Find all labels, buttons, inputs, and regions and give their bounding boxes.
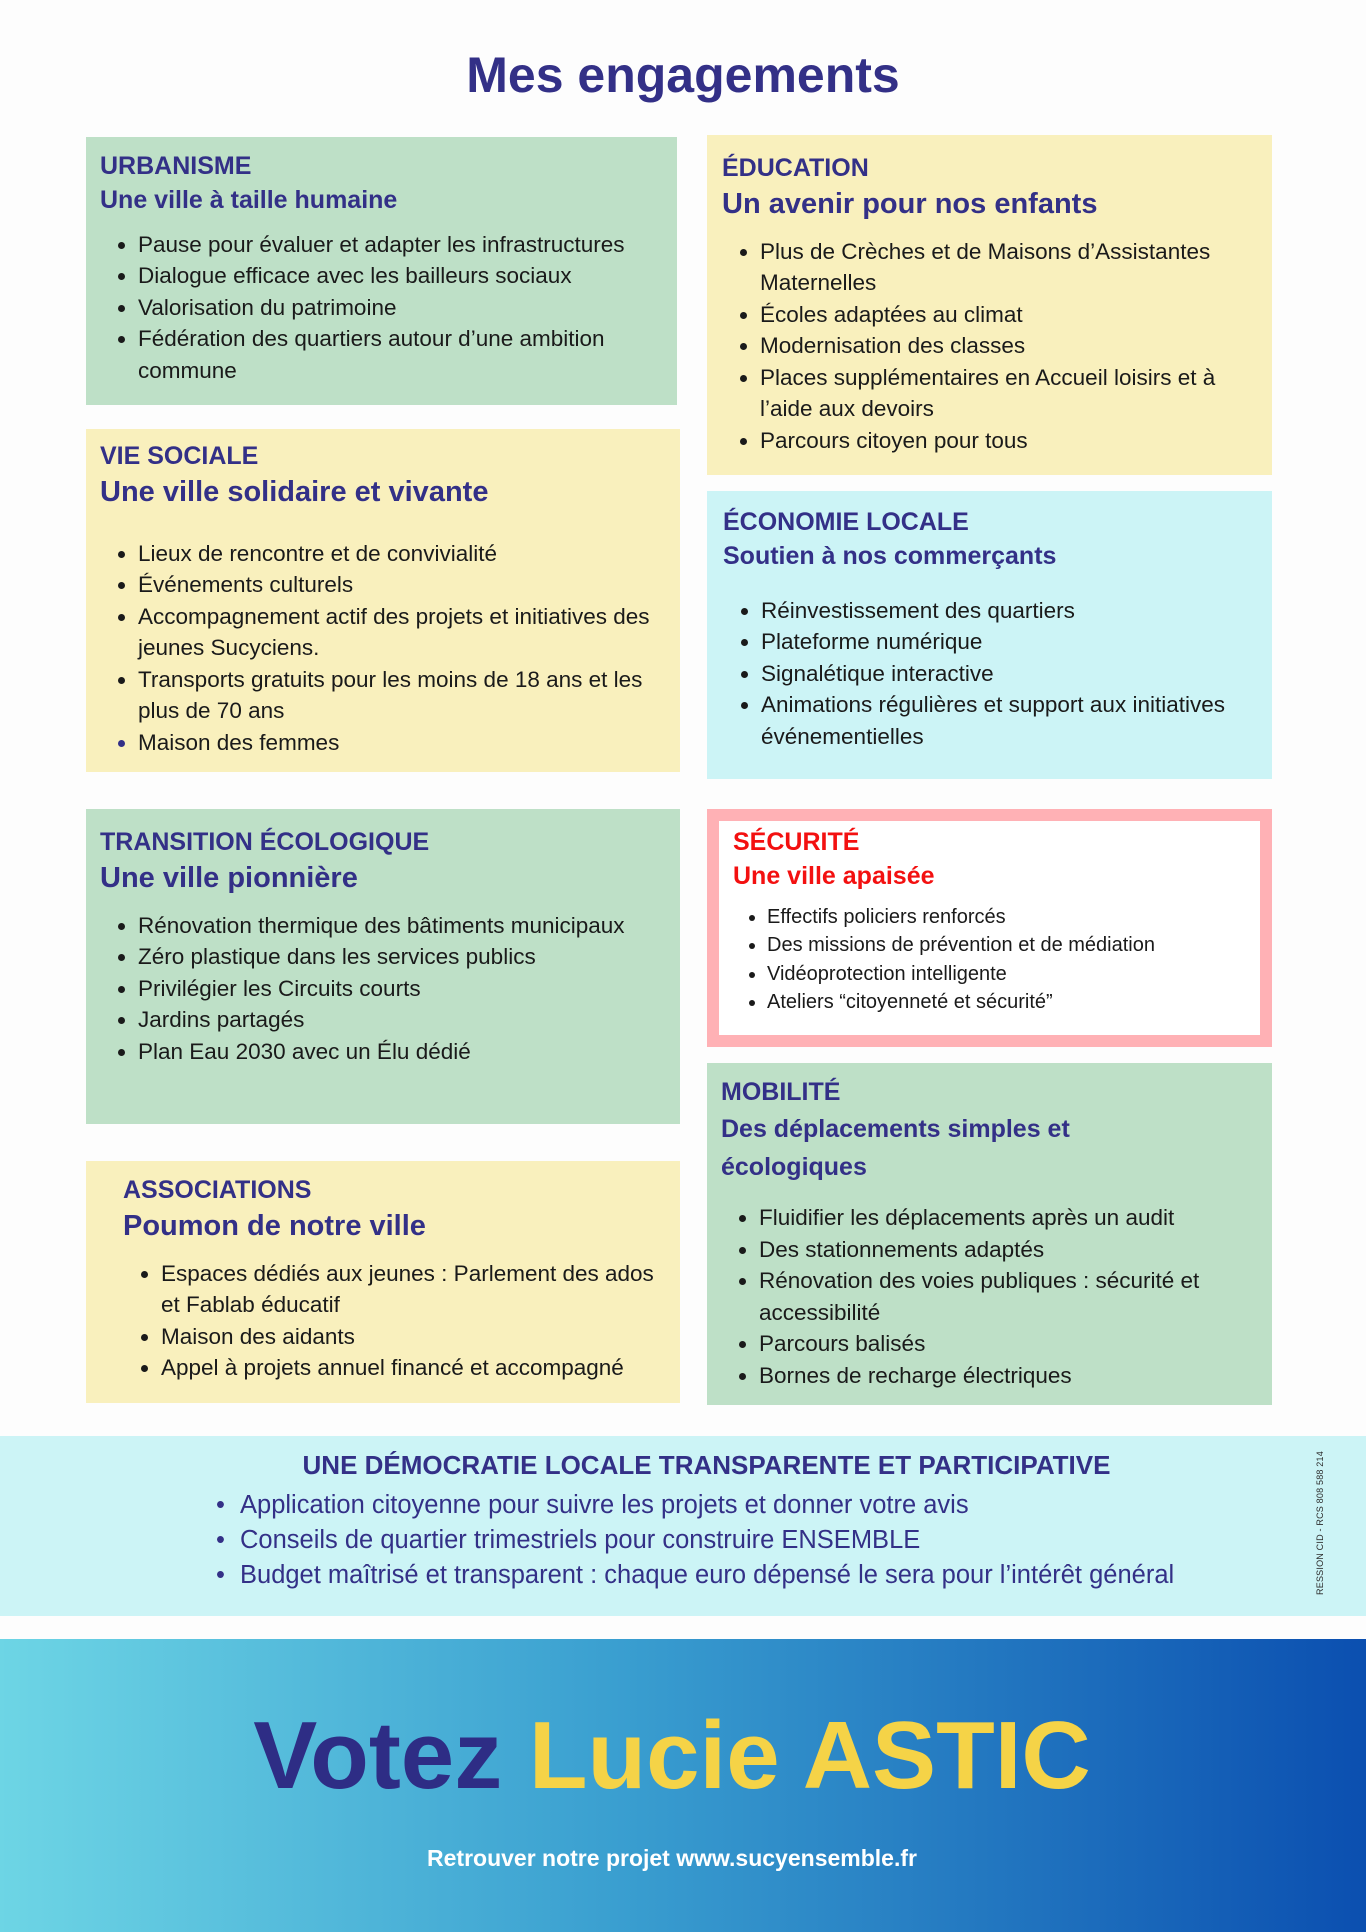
list-item: • Application citoyenne pour suivre les projets et donner votre avis [240, 1488, 1174, 1523]
list-item: • Rénovation des voies publiques : sécurité et accessibilité [759, 1265, 1258, 1328]
transition-card [86, 809, 680, 1124]
list-item: • Rénovation thermique des bâtiments municipaux [138, 910, 666, 942]
list-item: • Conseils de quartier trimestriels pour construire ENSEMBLE [240, 1523, 1174, 1558]
transition-subtitle: Une ville pionnière [100, 862, 358, 895]
list-item: • Effectifs policiers renforcés [767, 903, 1248, 932]
vie-sociale-subtitle: Une ville solidaire et vivante [100, 476, 489, 509]
education-category: ÉDUCATION [722, 154, 869, 182]
transition-category: TRANSITION ÉCOLOGIQUE [100, 828, 430, 856]
list-item: • Dialogue efficace avec les bailleurs sociaux [138, 260, 663, 292]
mobilite-card [707, 1063, 1272, 1405]
mobilite-category: MOBILITÉ [721, 1078, 841, 1106]
list-item: • Bornes de recharge électriques [759, 1360, 1258, 1392]
democratie-list [240, 1488, 1174, 1593]
list-item: • Événements culturels [138, 569, 666, 601]
list-item: • Espaces dédiés aux jeunes : Parlement des ados et Fablab éducatif [161, 1258, 666, 1321]
urbanisme-card [86, 137, 677, 405]
vie-sociale-category: VIE SOCIALE [100, 442, 259, 470]
list-item: • Signalétique interactive [761, 658, 1258, 690]
associations-subtitle: Poumon de notre ville [123, 1210, 426, 1243]
vote-headline [0, 1701, 1344, 1811]
list-item: • Parcours balisés [759, 1328, 1258, 1360]
list-item: • Des missions de prévention et de médiation [767, 931, 1248, 960]
urbanisme-subtitle: Une ville à taille humaine [100, 186, 398, 215]
list-item: • Animations régulières et support aux initiatives événementielles [761, 689, 1258, 752]
associations-card [86, 1161, 680, 1403]
candidate-name: Lucie ASTIC [528, 1702, 1091, 1809]
securite-subtitle: Une ville apaisée [733, 862, 935, 891]
list-item: • Zéro plastique dans les services publics [138, 941, 666, 973]
list-item: • Places supplémentaires en Accueil loisirs et à l’aide aux devoirs [760, 362, 1258, 425]
list-item: • Privilégier les Circuits courts [138, 973, 666, 1005]
education-subtitle: Un avenir pour nos enfants [722, 188, 1098, 221]
list-item: • Des stationnements adaptés [759, 1234, 1258, 1266]
vie-sociale-card [86, 429, 680, 772]
list-item: • Accompagnement actif des projets et initiatives des jeunes Sucyciens. [138, 601, 666, 664]
list-item: • Parcours citoyen pour tous [760, 425, 1258, 457]
list-item: • Budget maîtrisé et transparent : chaque euro dépensé le sera pour l’intérêt général [240, 1558, 1174, 1593]
economie-list [723, 595, 1258, 753]
democratie-band [0, 1436, 1366, 1616]
mobilite-subtitle: Des déplacements simples et écologiques [721, 1115, 1070, 1182]
economie-card [707, 491, 1272, 779]
vote-word: Votez [253, 1702, 503, 1809]
securite-category: SÉCURITÉ [733, 828, 860, 856]
vote-banner [0, 1639, 1366, 1932]
page-title: Mes engagements [466, 47, 900, 103]
education-card [707, 135, 1272, 475]
list-item: • Appel à projets annuel financé et accompagné [161, 1352, 666, 1384]
vie-sociale-list [100, 538, 666, 759]
list-item: • Vidéoprotection intelligente [767, 960, 1248, 989]
associations-category: ASSOCIATIONS [123, 1176, 312, 1204]
democratie-title: UNE DÉMOCRATIE LOCALE TRANSPARENTE ET PARTICIPATIVE [302, 1450, 1111, 1480]
list-item: • Fluidifier les déplacements après un audit [759, 1202, 1258, 1234]
list-item: • Transports gratuits pour les moins de 18 ans et les plus de 70 ans [138, 664, 666, 727]
list-item: • Jardins partagés [138, 1004, 666, 1036]
list-item: • Réinvestissement des quartiers [761, 595, 1258, 627]
website-slogan: Retrouver notre projet www.sucyensemble.fr [427, 1845, 917, 1871]
list-item: • Maison des femmes [138, 727, 666, 759]
list-item: • Maison des aidants [161, 1321, 666, 1353]
legal-mention: RESSION CID - RCS 808 588 214 [1315, 1451, 1325, 1595]
securite-list [733, 903, 1248, 1017]
economie-category: ÉCONOMIE LOCALE [723, 508, 969, 536]
economie-subtitle: Soutien à nos commerçants [723, 542, 1057, 571]
associations-list [123, 1258, 666, 1384]
list-item: • Modernisation des classes [760, 330, 1258, 362]
list-item: • Plan Eau 2030 avec un Élu dédié [138, 1036, 666, 1068]
list-item: • Écoles adaptées au climat [760, 299, 1258, 331]
list-item: • Ateliers “citoyenneté et sécurité” [767, 988, 1248, 1017]
urbanisme-category: URBANISME [100, 152, 252, 180]
list-item: • Plus de Crèches et de Maisons d’Assistantes Maternelles [760, 236, 1258, 299]
list-item: • Plateforme numérique [761, 626, 1258, 658]
urbanisme-list [100, 229, 663, 387]
mobilite-list [721, 1202, 1258, 1391]
list-item: • Valorisation du patrimoine [138, 292, 663, 324]
education-list [722, 236, 1258, 457]
list-item: • Pause pour évaluer et adapter les infrastructures [138, 229, 663, 261]
securite-card [707, 809, 1272, 1047]
list-item: • Fédération des quartiers autour d’une ambition commune [138, 323, 663, 386]
transition-list [100, 910, 666, 1068]
list-item: • Lieux de rencontre et de convivialité [138, 538, 666, 570]
